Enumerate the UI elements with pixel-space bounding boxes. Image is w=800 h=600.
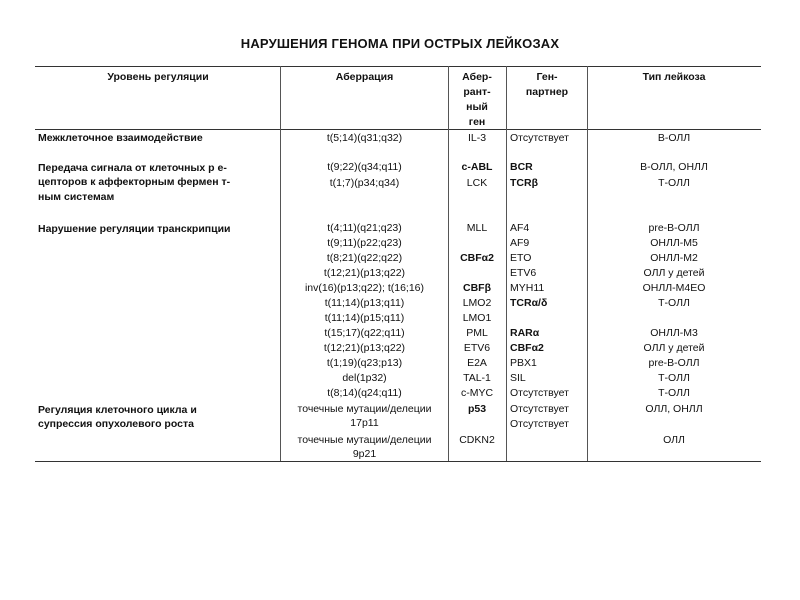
partner-cell: TCRα/δ xyxy=(510,297,548,309)
aberration-cell: t(15;17)(q22;q11) xyxy=(324,327,405,339)
gene-cell: LMO1 xyxy=(462,312,492,324)
leukemia-type-cell: pre-B-ОЛЛ xyxy=(648,222,700,234)
partner-cell: AF4 xyxy=(510,222,530,234)
level-signal-3: ным системам xyxy=(38,191,115,203)
aberration-cell: t(12;21)(p13;q22) xyxy=(323,267,406,279)
gene-cell: LCK xyxy=(466,177,488,189)
gene-cell: CBFα2 xyxy=(460,252,494,264)
aberration-cell: t(9;22)(q34;q11) xyxy=(327,161,402,173)
level-intercell: Межклеточное взаимодействие xyxy=(38,132,203,144)
partner-cell: ETO xyxy=(510,252,532,264)
header-level: Уровень регуляции xyxy=(107,71,209,83)
leukemia-type-cell: ОЛЛ у детей xyxy=(643,267,705,279)
partner-cell: Отсутствует xyxy=(510,418,569,430)
leukemia-type-cell: Т-ОЛЛ xyxy=(658,387,690,399)
gene-cell: p53 xyxy=(467,403,487,415)
aberration-cell: точечные мутации/делеции xyxy=(297,434,432,446)
leukemia-type-cell: ОЛЛ xyxy=(663,434,685,446)
level-signal-2: цепторов к аффекторным фермен т- xyxy=(38,176,231,188)
col-divider-3 xyxy=(506,66,507,461)
leukemia-type-cell: ОЛЛ, ОНЛЛ xyxy=(645,403,703,415)
partner-cell: Отсутствует xyxy=(510,132,569,144)
leukemia-type-cell: Т-ОЛЛ xyxy=(658,177,690,189)
level-cycle-2: супрессия опухолевого роста xyxy=(38,418,194,430)
partner-cell: BCR xyxy=(510,161,533,173)
partner-cell: PBX1 xyxy=(510,357,537,369)
partner-cell: TCRβ xyxy=(510,177,538,189)
header-aberration: Аберрация xyxy=(335,71,394,83)
partner-cell: Отсутствует xyxy=(510,403,569,415)
aberration-cell: t(9;11)(p22;q23) xyxy=(327,237,402,249)
partner-cell: RARα xyxy=(510,327,540,339)
gene-cell: LMO2 xyxy=(462,297,492,309)
leukemia-type-cell: ОНЛЛ-М2 xyxy=(650,252,698,264)
gene-cell: TAL-1 xyxy=(463,372,491,384)
leukemia-type-cell: pre-B-ОЛЛ xyxy=(648,357,700,369)
aberration-cell: t(12;21)(p13;q22) xyxy=(323,342,406,354)
gene-cell: E2A xyxy=(467,357,487,369)
leukemia-type-cell: ОНЛЛ-М4ЕО xyxy=(642,282,706,294)
level-cycle-1: Регуляция клеточного цикла и xyxy=(38,404,197,416)
gene-cell: ETV6 xyxy=(463,342,491,354)
leukemia-type-cell: ОНЛЛ-М3 xyxy=(650,327,698,339)
aberration-cell: inv(16)(p13;q22); t(16;16) xyxy=(304,282,425,294)
leukemia-type-cell: В-ОЛЛ xyxy=(657,132,691,144)
gene-cell: CDKN2 xyxy=(459,434,495,446)
partner-cell: AF9 xyxy=(510,237,530,249)
col-divider-1 xyxy=(280,66,281,461)
header-type: Тип лейкоза xyxy=(642,71,706,83)
header-gene-1: Абер- xyxy=(462,71,492,83)
leukemia-type-cell: Т-ОЛЛ xyxy=(658,297,690,309)
header-gene-3: ный xyxy=(466,101,488,113)
aberration-cell: t(8;21)(q22;q22) xyxy=(326,252,403,264)
leukemia-type-cell: ОЛЛ у детей xyxy=(643,342,705,354)
level-signal-1: Передача сигнала от клеточных р е- xyxy=(38,162,227,174)
header-gene-2: рант- xyxy=(463,86,491,98)
gene-cell: CBFβ xyxy=(463,282,491,294)
header-partner-1: Ген- xyxy=(536,71,558,83)
gene-cell: PML xyxy=(466,327,488,339)
header-partner-2: партнер xyxy=(525,86,569,98)
page-title: НАРУШЕНИЯ ГЕНОМА ПРИ ОСТРЫХ ЛЕЙКОЗАХ xyxy=(240,36,560,51)
partner-cell: ETV6 xyxy=(510,267,537,279)
leukemia-type-cell: ОНЛЛ-М5 xyxy=(650,237,698,249)
aberration-cell: t(11;14)(p13;q11) xyxy=(324,297,405,309)
aberration-cell: t(1;7)(p34;q34) xyxy=(329,177,400,189)
aberration-cell: t(4;11)(q21;q23) xyxy=(327,222,402,234)
aberration-cell-line-2: 17p11 xyxy=(350,417,379,429)
aberration-cell: t(11;14)(p15;q11) xyxy=(324,312,405,324)
aberration-cell: точечные мутации/делеции xyxy=(297,403,432,415)
gene-cell: c-MYC xyxy=(460,387,494,399)
table-top-rule xyxy=(35,66,761,67)
col-divider-4 xyxy=(587,66,588,461)
level-transcription: Нарушение регуляции транскрипции xyxy=(38,223,231,235)
table-bottom-rule xyxy=(35,461,761,462)
partner-cell: MYH11 xyxy=(510,282,545,294)
leukemia-type-cell: Т-ОЛЛ xyxy=(658,372,690,384)
aberration-cell: del(1p32) xyxy=(342,372,387,384)
partner-cell: SIL xyxy=(510,372,526,384)
partner-cell: Отсутствует xyxy=(510,387,569,399)
leukemia-type-cell: В-ОЛЛ, ОНЛЛ xyxy=(640,161,708,173)
partner-cell: CBFα2 xyxy=(510,342,544,354)
aberration-cell: t(5;14)(q31;q32) xyxy=(326,132,403,144)
gene-cell: MLL xyxy=(466,222,488,234)
gene-cell: c-ABL xyxy=(461,161,493,173)
aberration-cell-line-2: 9p21 xyxy=(352,448,377,460)
col-divider-2 xyxy=(448,66,449,461)
aberration-cell: t(1;19)(q23;p13) xyxy=(326,357,403,369)
aberration-cell: t(8;14)(q24;q11) xyxy=(327,387,402,399)
header-gene-4: ген xyxy=(468,116,486,128)
gene-cell: IL-3 xyxy=(467,132,487,144)
header-bottom-rule xyxy=(35,129,761,130)
